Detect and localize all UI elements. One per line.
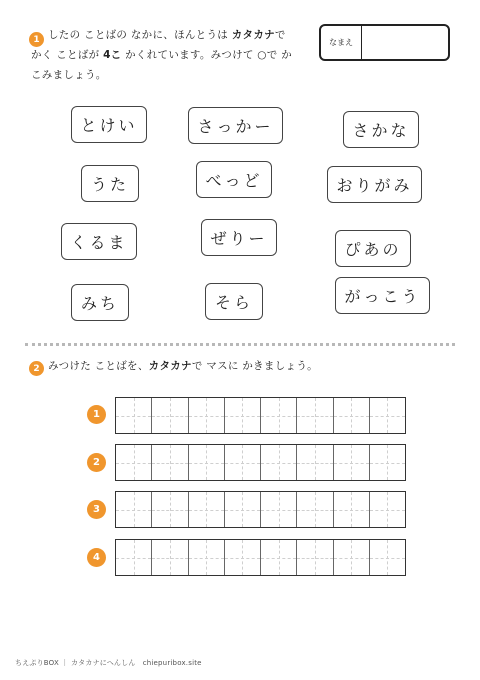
q1-line2-c: かくれています。みつけて ○で か — [121, 49, 293, 61]
question-2-text — [48, 356, 318, 376]
grid-cell[interactable] — [225, 492, 261, 527]
grid-cell[interactable] — [116, 540, 152, 575]
answer-row-number: 2 — [87, 453, 106, 472]
grid-cell[interactable] — [370, 540, 405, 575]
word-card[interactable]: みち — [71, 284, 129, 321]
grid-cell[interactable] — [334, 445, 370, 480]
q2-text-katakana: カタカナ — [148, 360, 192, 372]
answer-row-number: 1 — [87, 405, 106, 424]
grid-cell[interactable] — [152, 445, 188, 480]
word-card[interactable]: ぜりー — [201, 219, 277, 256]
word-card[interactable]: とけい — [71, 106, 147, 143]
grid-cell[interactable] — [261, 398, 297, 433]
word-card[interactable]: くるま — [61, 223, 137, 260]
word-card[interactable]: べっど — [196, 161, 272, 198]
grid-cell[interactable] — [189, 445, 225, 480]
grid-cell[interactable] — [370, 398, 405, 433]
word-card[interactable]: さかな — [343, 111, 419, 148]
grid-cell[interactable] — [297, 540, 333, 575]
grid-cell[interactable] — [189, 492, 225, 527]
word-card[interactable]: おりがみ — [327, 166, 422, 203]
section-divider — [25, 343, 455, 346]
answer-grid-2[interactable] — [115, 444, 406, 481]
grid-cell[interactable] — [189, 398, 225, 433]
grid-cell[interactable] — [116, 445, 152, 480]
grid-cell[interactable] — [116, 492, 152, 527]
question-1-text — [48, 25, 286, 45]
q1-line2-count: 4こ — [103, 49, 122, 61]
grid-cell[interactable] — [370, 492, 405, 527]
q1-line1-c: で — [274, 29, 286, 41]
q2-text-a: みつけた ことばを、 — [48, 360, 149, 372]
grid-cell[interactable] — [189, 540, 225, 575]
word-card[interactable]: うた — [81, 165, 139, 202]
grid-cell[interactable] — [297, 398, 333, 433]
answer-grid-3[interactable] — [115, 491, 406, 528]
grid-cell[interactable] — [261, 540, 297, 575]
question-1-badge: 1 — [29, 32, 44, 47]
footer-credit: ちえぷりBOX ｜ カタカナにへんしん chiepuribox.site — [15, 659, 202, 667]
q1-line1-katakana: カタカナ — [231, 29, 275, 41]
answer-grid-4[interactable] — [115, 539, 406, 576]
name-box[interactable] — [319, 24, 450, 61]
word-card[interactable]: がっこう — [335, 277, 430, 314]
grid-cell[interactable] — [297, 492, 333, 527]
q1-line1-a: したの ことばの なかに、ほんとうは — [48, 29, 232, 41]
grid-cell[interactable] — [116, 398, 152, 433]
question-1-text-3: こみましょう。 — [31, 69, 107, 81]
word-card[interactable]: そら — [205, 283, 263, 320]
grid-cell[interactable] — [334, 492, 370, 527]
grid-cell[interactable] — [225, 398, 261, 433]
answer-row-number: 4 — [87, 548, 106, 567]
grid-cell[interactable] — [261, 492, 297, 527]
grid-cell[interactable] — [334, 398, 370, 433]
word-card[interactable]: ぴあの — [335, 230, 411, 267]
grid-cell[interactable] — [225, 445, 261, 480]
name-label: なまえ — [321, 26, 362, 59]
grid-cell[interactable] — [261, 445, 297, 480]
answer-grid-1[interactable] — [115, 397, 406, 434]
q2-text-c: で マスに かきましょう。 — [191, 360, 318, 372]
question-2-badge: 2 — [29, 361, 44, 376]
grid-cell[interactable] — [152, 540, 188, 575]
grid-cell[interactable] — [225, 540, 261, 575]
grid-cell[interactable] — [152, 492, 188, 527]
grid-cell[interactable] — [152, 398, 188, 433]
grid-cell[interactable] — [370, 445, 405, 480]
grid-cell[interactable] — [334, 540, 370, 575]
answer-row-number: 3 — [87, 500, 106, 519]
question-1-text-2 — [31, 45, 292, 65]
grid-cell[interactable] — [297, 445, 333, 480]
word-card[interactable]: さっかー — [188, 107, 283, 144]
q1-line2-a: かく ことばが — [31, 49, 104, 61]
